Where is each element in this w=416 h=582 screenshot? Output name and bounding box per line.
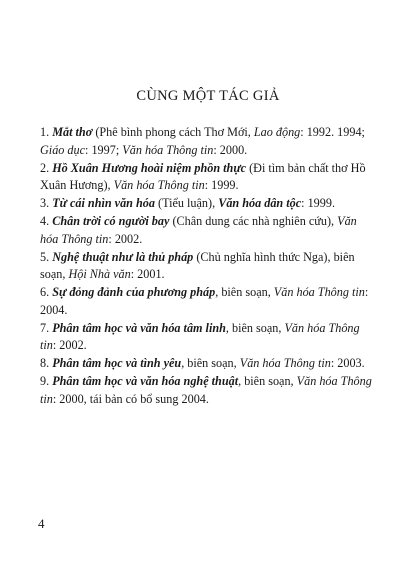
publisher: Văn hóa Thông tin [113,178,205,192]
item-text: : 1999. [301,196,336,210]
item-text: : 2002. [108,231,143,246]
publisher: Văn hóa dân tộc [218,196,302,210]
item-number: 5. [40,249,53,264]
list-item-3 [40,195,375,213]
page-title: CÙNG MỘT TÁC GIẢ [136,88,280,104]
publisher: Văn hóa Thông tin [40,320,360,352]
item-number: 6. [40,285,53,299]
item-text: : 1992. 1994; [300,125,365,139]
item-text: : 2003. [330,356,365,370]
book-title: Từ cái nhìn văn hóa [52,196,155,210]
item-number: 1. [40,125,53,139]
book-title: Sự đỏng đảnh của phương pháp [52,285,216,299]
list-item-5 [40,249,375,284]
book-list [40,124,375,409]
list-item-7 [40,320,375,355]
book-title: Phân tâm học và văn hóa nghệ thuật [52,374,239,388]
item-number: 9. [40,374,53,388]
item-text: : 1997; [85,142,123,157]
item-text: (Tiểu luận), [154,196,219,210]
publisher: Văn hóa Thông tin [40,214,357,246]
book-title: Nghệ thuật như là thủ pháp [52,249,194,264]
publisher: Lao động [253,125,301,139]
list-item-4 [40,213,375,248]
item-number: 7. [40,320,53,335]
item-text: (Chân dung các nhà nghiên cứu), [169,214,338,228]
publisher: Hội Nhà văn [68,267,131,281]
book-title: Hồ Xuân Hương hoài niệm phồn thực [52,160,247,175]
page-number: 4 [38,516,45,531]
item-text: (Đi tìm bản chất thơ Hồ Xuân Hương), [40,160,366,192]
item-text: : 2004. [40,285,369,317]
item-text: : 2000. [213,142,248,157]
item-text: (Phê bình phong cách Thơ Mới, [92,125,254,139]
item-text: , biên soạn, [181,356,240,370]
publisher: Văn hóa Thông tin [239,356,331,370]
book-title: Phân tâm học và văn hóa tâm linh [52,320,226,335]
item-text: : 1999. [204,178,239,192]
list-item-8 [40,355,375,373]
item-number: 8. [40,356,53,370]
list-item-1 [40,124,375,159]
list-item-2 [40,160,375,195]
item-text: (Chủ nghĩa hình thức Nga), biên soạn, [40,249,355,281]
publisher: Giáo dục [40,142,86,157]
item-number: 4. [40,214,53,228]
book-title: Phân tâm học và tình yêu [52,356,182,370]
list-item-9 [40,373,375,408]
item-text: , biên soạn, [215,285,274,299]
list-item-6 [40,284,375,319]
publisher: Văn hóa Thông tin [40,374,372,406]
item-text: : 2000, tái bản có bổ sung 2004. [52,391,209,406]
item-number: 3. [40,196,53,210]
item-text: : 2001. [130,267,165,281]
item-number: 2. [40,160,53,175]
item-text: , biên soạn, [238,374,297,388]
publisher: Văn hóa Thông tin [122,142,214,157]
book-title: Chân trời có người bay [52,214,170,228]
item-text: : 2002. [52,338,87,352]
item-text: , biên soạn, [225,320,285,335]
publisher: Văn hóa Thông tin [273,285,365,299]
book-title: Mắt thơ [52,125,93,139]
